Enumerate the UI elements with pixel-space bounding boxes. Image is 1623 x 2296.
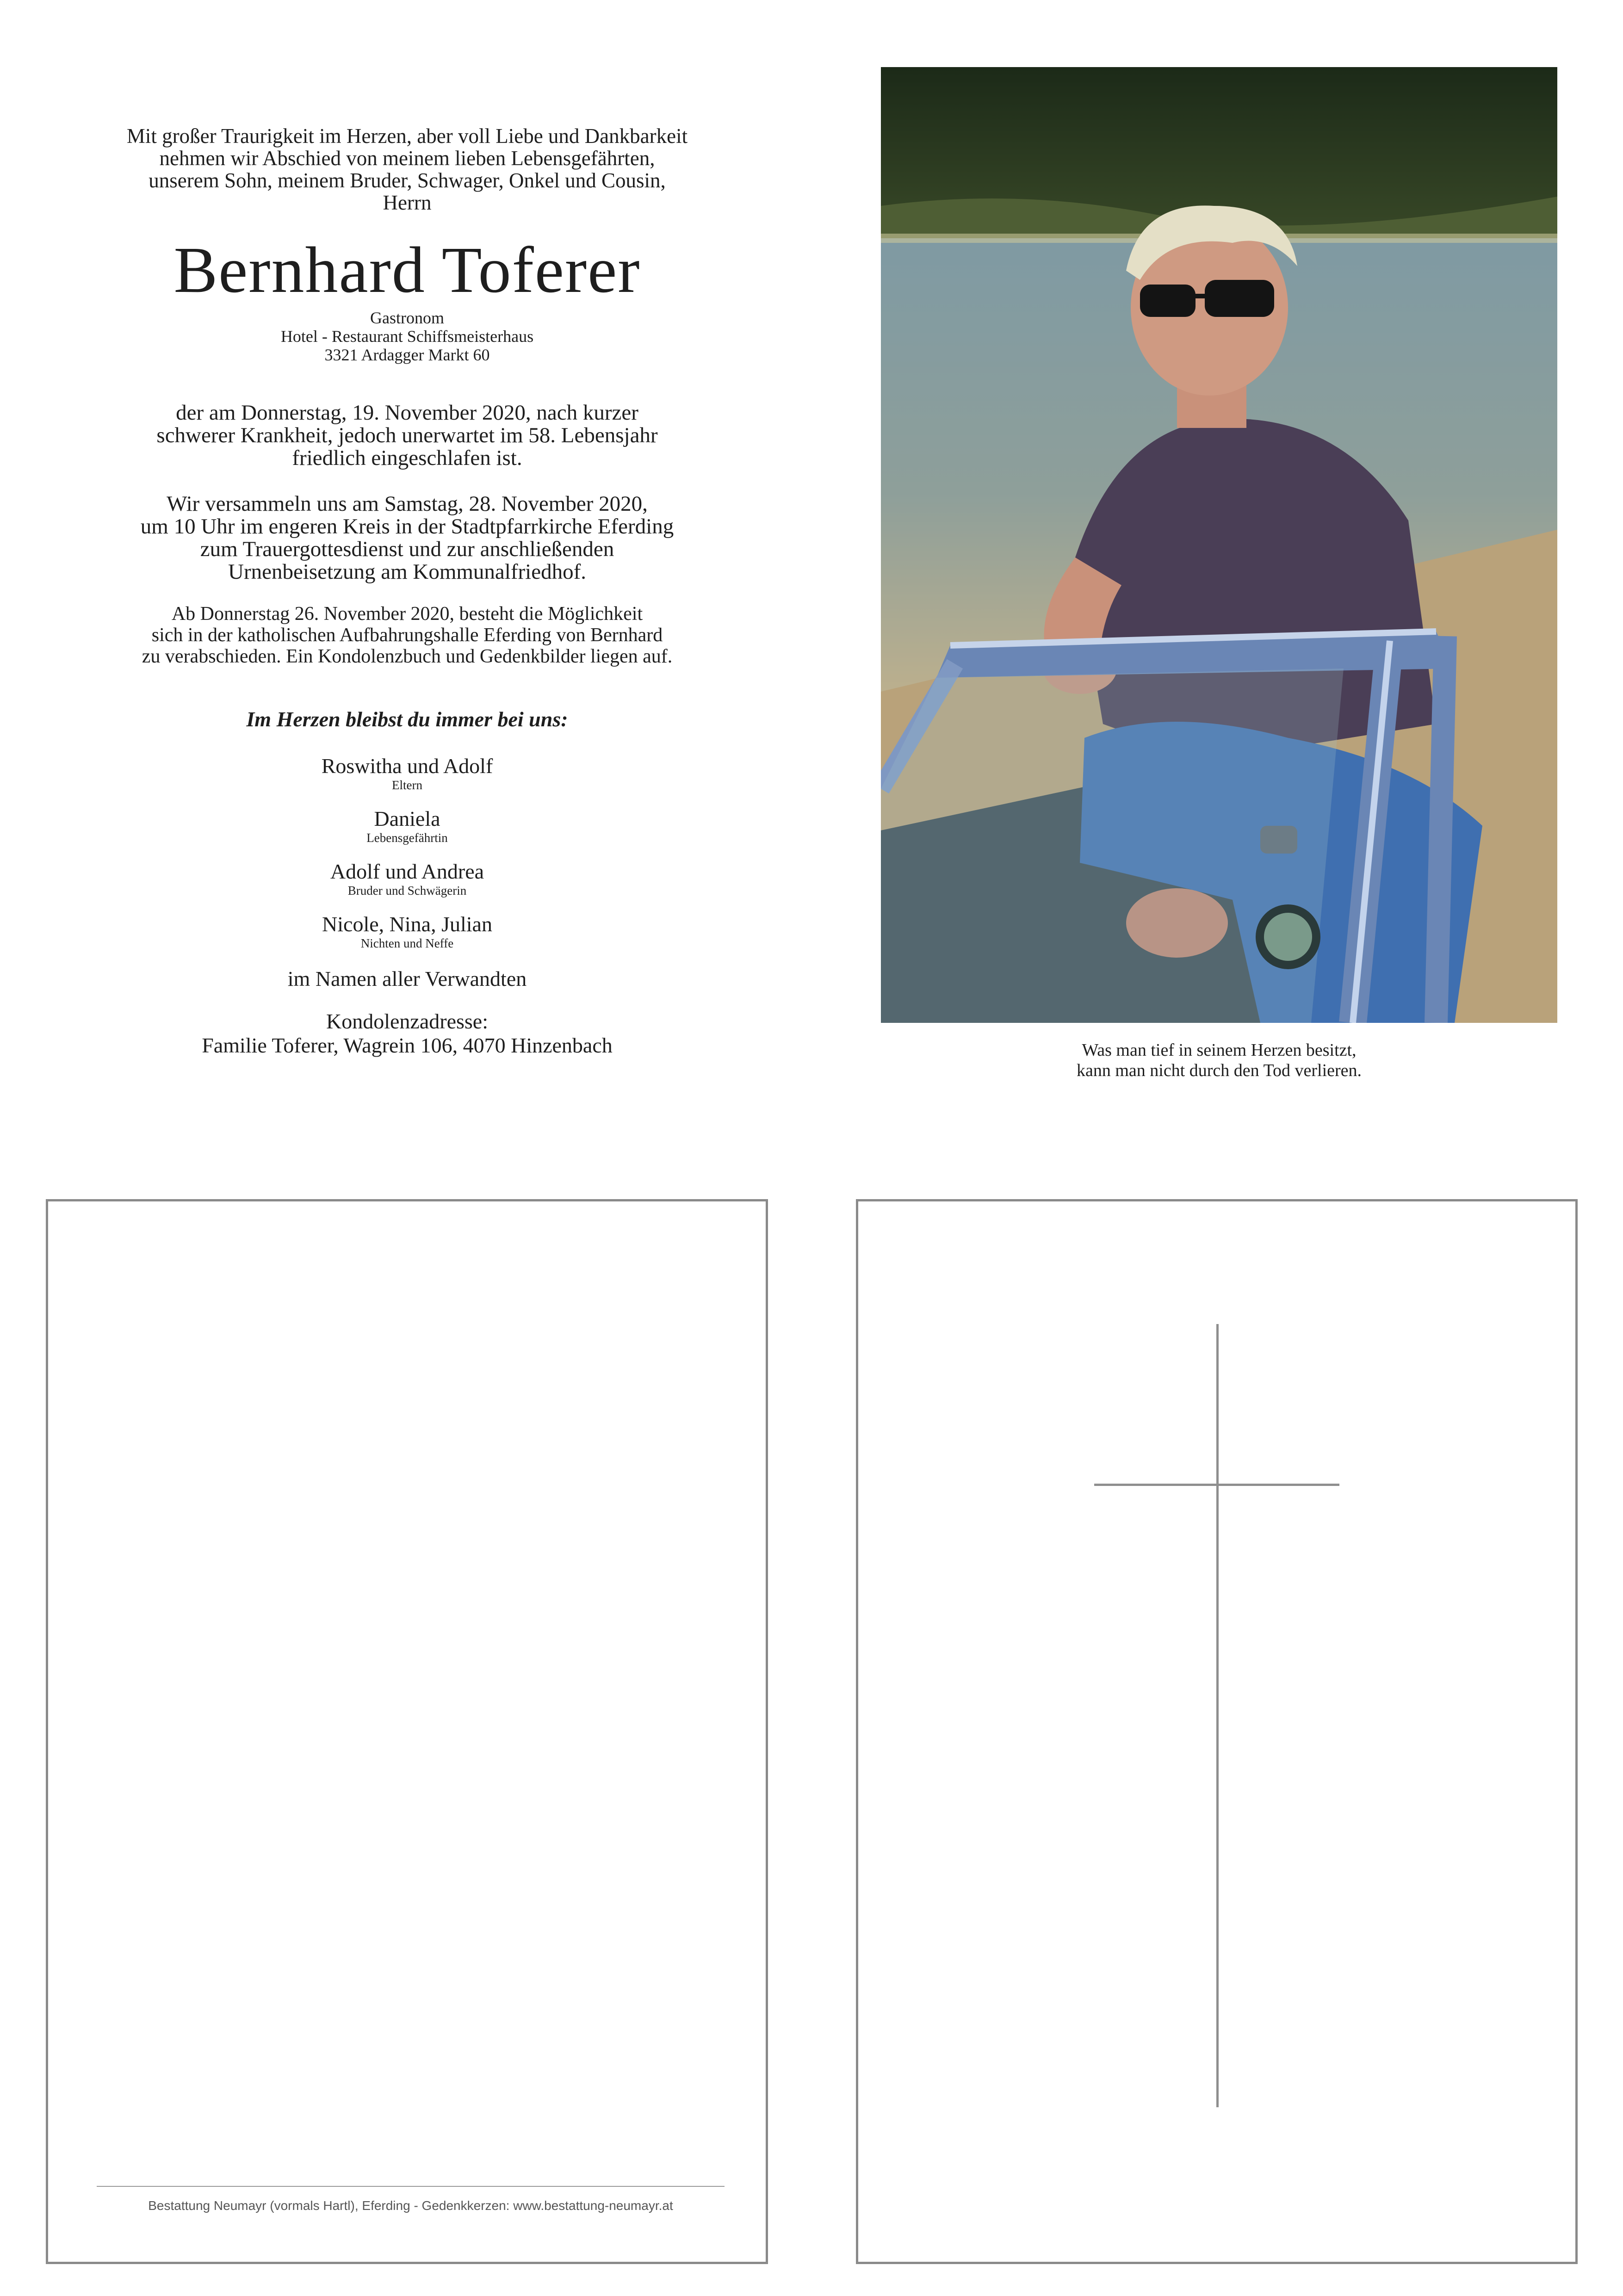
caption-line: kann man nicht durch den Tod verlieren. <box>1076 1061 1362 1080</box>
mourner-relation: Eltern <box>392 778 422 792</box>
death-line: friedlich eingeschlafen ist. <box>292 446 522 470</box>
photo-caption <box>881 1040 1557 1081</box>
cross-icon-bar <box>1094 1484 1339 1486</box>
footer-divider <box>97 2186 725 2187</box>
funeral-home-footer: Bestattung Neumayr (vormals Hartl), Eferding - Gedenkkerzen: www.bestattung-neumayr.at <box>148 2198 673 2213</box>
viewing-line: zu verabschieden. Ein Kondolenzbuch und Gedenkbilder liegen auf. <box>142 646 673 667</box>
service-line: Wir versammeln uns am Samstag, 28. November 2020, <box>167 492 648 516</box>
death-line: schwerer Krankheit, jedoch unerwartet im 58. Lebensjahr <box>156 423 658 447</box>
mourner-relation: Lebensgefährtin <box>366 831 448 845</box>
mourner-name: Roswitha und Adolf <box>321 754 493 778</box>
occupation-line: 3321 Ardagger Markt 60 <box>324 346 490 364</box>
condolence-label: Kondolenzadresse: <box>326 1009 488 1033</box>
mourner-relation: Bruder und Schwägerin <box>347 884 467 897</box>
motto: Im Herzen bleibst du immer bei uns: <box>246 707 568 731</box>
viewing-line: Ab Donnerstag 26. November 2020, besteht die Möglichkeit <box>171 603 643 625</box>
viewing-announcement <box>37 603 777 667</box>
viewing-line: sich in der katholischen Aufbahrungshalle Eferding von Bernhard <box>151 625 663 646</box>
death-announcement <box>37 402 777 470</box>
condolence-address: Familie Toferer, Wagrein 106, 4070 Hinzenbach <box>202 1034 613 1057</box>
occupation-line: Gastronom <box>370 309 444 327</box>
occupation-line: Hotel - Restaurant Schiffsmeisterhaus <box>280 327 534 346</box>
intro-line: Mit großer Traurigkeit im Herzen, aber voll Liebe und Dankbarkeit <box>126 124 688 148</box>
portrait-photo <box>881 67 1557 1023</box>
deceased-name: Bernhard Toferer <box>173 233 641 306</box>
intro-line: unserem Sohn, meinem Bruder, Schwager, Onkel und Cousin, <box>149 169 666 192</box>
mourner-relation: Nichten und Neffe <box>360 936 454 950</box>
memorial-card-right <box>856 1199 1578 2264</box>
service-line: Urnenbeisetzung am Kommunalfriedhof. <box>228 560 586 584</box>
mourner-name: Adolf und Andrea <box>330 860 484 883</box>
mourner-name: Daniela <box>374 807 440 830</box>
cross-icon <box>1216 1324 1219 2107</box>
service-announcement <box>37 493 777 583</box>
service-line: zum Trauergottesdienst und zur anschließenden <box>200 537 614 561</box>
caption-line: Was man tief in seinem Herzen besitzt, <box>1082 1040 1357 1060</box>
intro-text <box>37 125 777 214</box>
occupation <box>37 309 777 364</box>
relatives-line: im Namen aller Verwandten <box>287 967 527 990</box>
mourner-name: Nicole, Nina, Julian <box>322 912 492 936</box>
death-line: der am Donnerstag, 19. November 2020, nach kurzer <box>176 401 638 425</box>
intro-line: Herrn <box>383 191 432 214</box>
memorial-card-left <box>46 1199 768 2264</box>
service-line: um 10 Uhr im engeren Kreis in der Stadtpfarrkirche Eferding <box>140 514 674 538</box>
intro-line: nehmen wir Abschied von meinem lieben Lebensgefährten, <box>159 147 655 170</box>
